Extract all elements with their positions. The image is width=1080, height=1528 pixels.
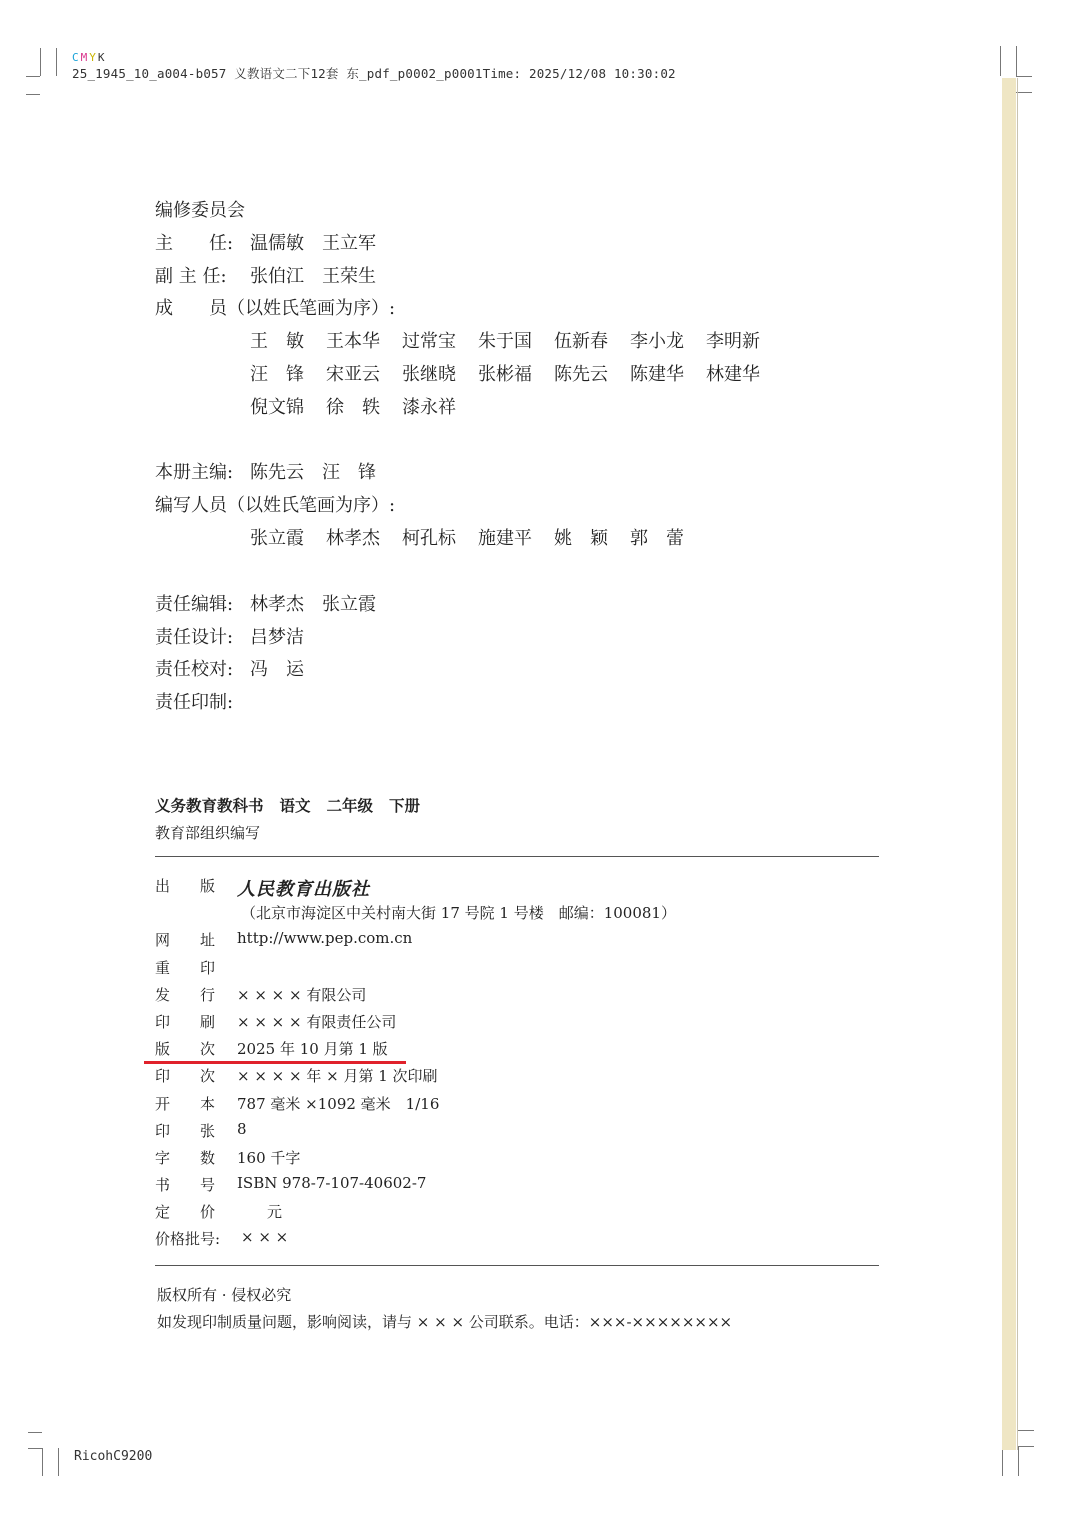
- member-name: 倪文锦: [250, 396, 304, 418]
- crop-mark: [1000, 46, 1001, 76]
- divider: [155, 856, 879, 857]
- crop-mark: [26, 76, 40, 77]
- member-name: 伍新春: [554, 331, 608, 353]
- member-name: 过常宝: [402, 331, 456, 353]
- crop-mark: [40, 48, 41, 76]
- member-name: 陈先云: [554, 363, 608, 385]
- price-approval-label: 价格批号:: [155, 1230, 221, 1249]
- resp-editor-value: 林孝杰 张立霞: [250, 593, 376, 615]
- title-series: 义务教育教科书: [155, 797, 264, 815]
- members-row: [250, 392, 478, 425]
- resp-design-value: 吕梦洁: [250, 626, 304, 648]
- quality-notice: 如发现印制质量问题，影响阅读，请与 × × × 公司联系。电话：×××-××××××××: [157, 1313, 733, 1331]
- member-name: 漆永祥: [402, 396, 456, 418]
- format-label: 开 本: [155, 1094, 216, 1113]
- crop-mark: [1016, 46, 1017, 76]
- resp-print-label: 责任印制:: [155, 692, 234, 714]
- isbn-label: 书 号: [155, 1176, 216, 1195]
- book-title: [155, 794, 436, 816]
- member-name: 王本华: [326, 331, 380, 353]
- word-count-label: 字 数: [155, 1148, 216, 1167]
- crop-mark: [58, 1448, 59, 1476]
- member-name: 李小龙: [630, 331, 684, 353]
- edition-value: 2025 年 10 月第 1 版: [237, 1040, 388, 1059]
- website-label: 网 址: [155, 931, 216, 950]
- crop-mark: [56, 48, 57, 76]
- writer-name: 柯孔标: [402, 527, 456, 549]
- member-name: 宋亚云: [326, 363, 380, 385]
- director-names: 温儒敏 王立军: [250, 232, 376, 254]
- margin-strip-edge: [1017, 78, 1018, 1450]
- writer-name: 郭 蕾: [630, 527, 684, 549]
- reprint-label: 重 印: [155, 958, 216, 977]
- crop-mark: [1016, 92, 1032, 93]
- file-info-header: 25_1945_10_a004-b057 义教语文二下12套 东_pdf_p0002_p0001Time: 2025/12/08 10:30:02: [72, 66, 676, 81]
- writer-name: 张立霞: [250, 527, 304, 549]
- member-name: 王 敏: [250, 331, 304, 353]
- price-value: 元: [237, 1203, 283, 1222]
- margin-strip: [1002, 78, 1016, 1450]
- copyright-notice: 版权所有 · 侵权必究: [157, 1286, 292, 1304]
- writer-name: 施建平: [478, 527, 532, 549]
- edition-label: 版 次: [155, 1040, 216, 1059]
- format-value: 787 毫米 ×1092 毫米 1/16: [237, 1094, 440, 1113]
- publisher-label: 出 版: [155, 877, 216, 895]
- chief-editor-label: 本册主编:: [155, 462, 234, 484]
- crop-mark: [28, 1432, 42, 1433]
- compiler-line: 教育部组织编写: [155, 824, 261, 842]
- printer-label: 印 刷: [155, 1012, 216, 1031]
- crop-mark: [1018, 1446, 1019, 1476]
- website-link[interactable]: http://www.pep.com.cn: [237, 929, 413, 948]
- crop-mark: [1018, 1446, 1034, 1447]
- writers-row: [250, 523, 706, 556]
- price-label: 定 价: [155, 1203, 216, 1222]
- crop-mark: [1016, 76, 1032, 77]
- isbn-value: ISBN 978-7-107-40602-7: [237, 1174, 427, 1193]
- title-volume: 下册: [389, 797, 421, 815]
- member-name: 汪 锋: [250, 363, 304, 385]
- members-row: [250, 326, 782, 359]
- title-grade: 二年级: [326, 797, 374, 815]
- impression-label: 印 次: [155, 1067, 216, 1086]
- impression-value: × × × × 年 × 月第 1 次印刷: [237, 1067, 438, 1086]
- crop-mark: [1002, 1446, 1003, 1476]
- writer-name: 林孝杰: [326, 527, 380, 549]
- divider: [155, 1265, 879, 1266]
- resp-editor-label: 责任编辑:: [155, 593, 234, 615]
- crop-mark: [26, 94, 40, 95]
- committee-title: 编修委员会: [155, 200, 245, 221]
- member-name: 徐 轶: [326, 396, 380, 418]
- title-subject: 语文: [279, 797, 311, 815]
- member-name: 林建华: [706, 363, 760, 385]
- price-approval-value: × × ×: [241, 1228, 289, 1247]
- writers-label: 编写人员（以姓氏笔画为序）:: [155, 495, 396, 517]
- word-count-value: 160 千字: [237, 1148, 301, 1167]
- chief-editor-names: 陈先云 汪 锋: [250, 462, 376, 484]
- resp-design-label: 责任设计:: [155, 626, 234, 648]
- crop-mark: [42, 1448, 43, 1476]
- deputy-label: 副 主 任:: [155, 265, 227, 287]
- resp-proof-label: 责任校对:: [155, 659, 234, 681]
- member-name: 陈建华: [630, 363, 684, 385]
- scanner-label: RicohC9200: [74, 1449, 153, 1464]
- writer-name: 姚 颖: [554, 527, 608, 549]
- crop-mark: [1018, 1430, 1034, 1431]
- publisher-address: （北京市海淀区中关村南大街 17 号院 1 号楼 邮编：100081）: [241, 904, 676, 923]
- sheets-value: 8: [237, 1119, 247, 1138]
- cmyk-registration: CMYK: [72, 51, 107, 64]
- printer-value: × × × × 有限责任公司: [237, 1012, 397, 1031]
- members-label: 成 员（以姓氏笔画为序）:: [155, 298, 396, 320]
- member-name: 张继晓: [402, 363, 456, 385]
- members-row: [250, 359, 782, 392]
- member-name: 李明新: [706, 331, 760, 353]
- member-name: 张彬福: [478, 363, 532, 385]
- member-name: 朱于国: [478, 331, 532, 353]
- distribution-label: 发 行: [155, 985, 216, 1004]
- edition-highlight-underline: [144, 1061, 406, 1064]
- deputy-names: 张伯江 王荣生: [250, 265, 376, 287]
- distribution-value: × × × × 有限公司: [237, 985, 367, 1004]
- publisher-logo: 人民教育出版社: [237, 879, 370, 900]
- director-label: 主 任:: [155, 232, 234, 254]
- crop-mark: [28, 1448, 42, 1449]
- resp-proof-value: 冯 运: [250, 659, 304, 681]
- sheets-label: 印 张: [155, 1121, 216, 1140]
